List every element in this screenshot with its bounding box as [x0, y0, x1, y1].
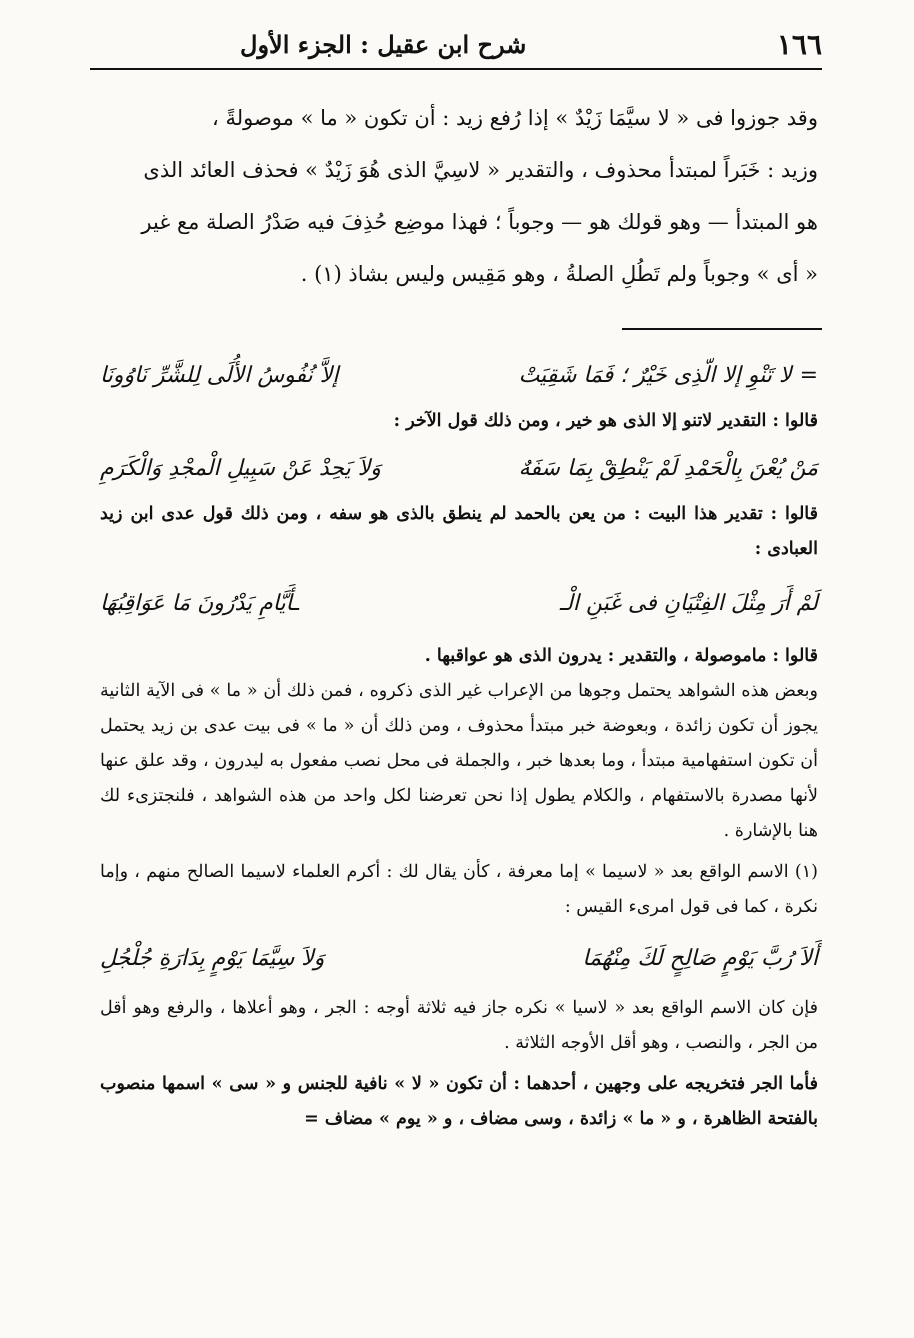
- main-text-line: وقد جوزوا فى « لا سيَّمَا زَيْدٌ » إذا رُفع زيد : أن تكون « ما » موصولةً ،: [212, 106, 818, 130]
- main-text-line: « أى » وجوباً ولم تَطُلِ الصلةُ ، وهو مَقِيس وليس بشاذ (١) .: [300, 262, 818, 286]
- commentary-line: قالوا : التقدير لاتنو إلا الذى هو خير ، ومن ذلك قول الآخر :: [393, 411, 818, 431]
- verse-line: [100, 567, 818, 639]
- continuation-mark: =: [799, 362, 818, 388]
- verse-line: [100, 439, 818, 497]
- commentary-paragraph: فأما الجر فتخريجه على وجهين ، أحدهما : أن تكون « لا » نافية للجنس و « سى » اسمها منصوب بالفتحة الظاهرة ، و « ما » زائدة ، وسى مضاف ، و « يوم » مضاف =: [100, 1074, 818, 1129]
- commentary-paragraph: فإن كان الاسم الواقع بعد « لاسيا » نكره جاز فيه ثلاثة أوجه : الجر ، وهو أعلاها ، والرفع وهو أقل من الجر ، والنصب ، وهو أقل الأوجه الثلاثة .: [100, 998, 818, 1053]
- main-text-line: هو المبتدأ — وهو قولك هو — وجوباً ؛ فهذا موضِع حُذِفَ فيه صَدْرُ الصلة مع غير: [141, 210, 818, 234]
- verse-left-hemistich: ـأَيَّامِ يَدْرُونَ مَا عَوَاقِبُهَا: [100, 590, 299, 616]
- footnote-1: (١) الاسم الواقع بعد « لاسيما » إما معرفة ، كأن يقال لك : أكرم العلماء لاسيما الصالح منهم ، وإما نكرة ، كما فى قول امرىء القيس :: [100, 862, 818, 917]
- verse-left-hemistich: وَلاَ يَحِدْ عَنْ سَبِيلِ الْمجْدِ وَالْكَرَمِ: [100, 455, 381, 481]
- footnotes: [100, 346, 818, 1137]
- verse-right-hemistich: لَمْ أَرَ مِثْلَ الفِتْيَانِ فى غَبَنِ الْـ: [559, 590, 818, 616]
- commentary-paragraph: وبعض هذه الشواهد يحتمل وجوها من الإعراب غير الذى ذكروه ، فمن ذلك أن « ما » فى الآية الثانية يجوز أن تكون زائدة ، وبعوضة خبر مبتدأ محذوف ، ومن ذلك أن « ما » فى بيت عدى بن زيد يحتمل أن تكون استفهامية مبتدأ ، وما بعدها خبر ، والجملة فى محل نصب مفعول به ليدرون ، وقد علق عنها لأنها مصدرة بالاستفهام ، والكلام يطول إذا نحن تعرضنا لكل واحد من هذه الشواهد ، فلنجتزىء لك هنا بالإشارة .: [100, 681, 818, 841]
- verse-right-hemistich: أَلاَ رُبَّ يَوْمٍ صَالِحٍ لَكَ مِنْهُمَا: [582, 945, 818, 971]
- commentary-line: قالوا : تقدير هذا البيت : من يعن بالحمد لم ينطق بالذى هو سفه ، ومن ذلك قول عدى ابن زيد العبادى :: [100, 504, 818, 559]
- running-title: شرح ابن عقيل : الجزء الأول: [240, 29, 527, 59]
- footnote-separator: [622, 328, 822, 330]
- verse-right-hemistich: لا تَنْوِ إلا الّذِى خَيْرٌ ؛ فَمَا شَقِيَتْ: [518, 362, 792, 388]
- verse-left-hemistich: إلاَّ نُفُوسُ الأُلَى لِلشَّرِّ نَاوُونَا: [100, 362, 339, 388]
- verse-left-hemistich: وَلاَ سِيَّمَا يَوْمٍ بِدَارَةِ جُلْجُلِ: [100, 945, 325, 971]
- verse-line: [100, 925, 818, 991]
- main-text: [100, 92, 818, 300]
- page-number: ١٦٦: [776, 27, 822, 61]
- header-rule: [90, 68, 822, 70]
- main-text-line: وزيد : خَبَراً لمبتدأ محذوف ، والتقدير « لاسِيَّ الذى هُوَ زَيْدٌ » فحذف العائد الذى: [143, 158, 818, 182]
- page-header: [90, 22, 822, 66]
- verse-line: [100, 346, 818, 404]
- verse-right-hemistich: مَنْ يُعْنَ بِالْحَمْدِ لَمْ يَنْطِقْ بِمَا سَفَهٌ: [518, 455, 818, 481]
- commentary-line: قالوا : ماموصولة ، والتقدير : يدرون الذى هو عواقبها .: [424, 646, 818, 666]
